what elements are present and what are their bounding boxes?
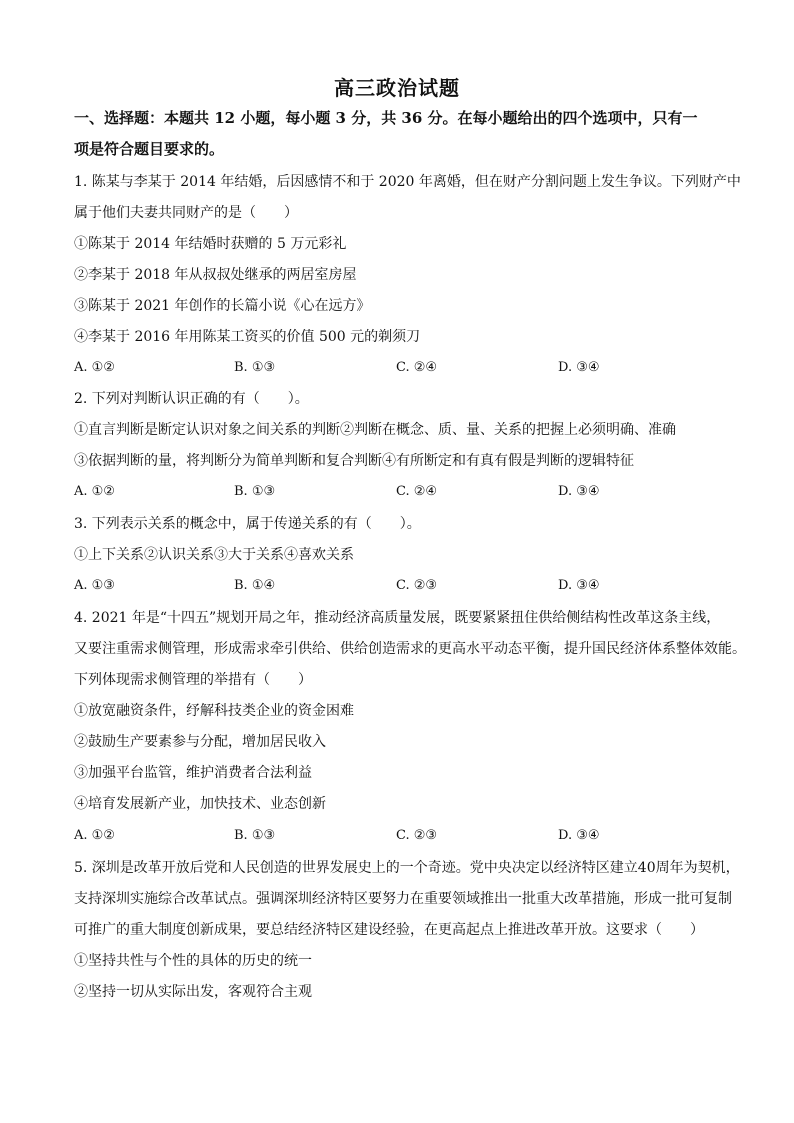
q1-option-a[interactable]: A. ①② [74,360,115,375]
q3-option-d[interactable]: D. ③④ [558,578,600,593]
q4-item-3: ③加强平台监管，维护消费者合法利益 [74,765,312,781]
q1-option-d[interactable]: D. ③④ [558,360,600,375]
q3-option-c[interactable]: C. ②③ [396,578,438,593]
q2-option-b[interactable]: B. ①③ [234,484,276,499]
q4-item-4: ④培育发展新产业，加快技术、业态创新 [74,796,326,812]
q2-option-d[interactable]: D. ③④ [558,484,600,499]
q4-item-1: ①放宽融资条件，纾解科技类企业的资金困难 [74,703,354,719]
q4-option-a[interactable]: A. ①② [74,828,115,843]
q1-item-1: ①陈某于 2014 年结婚时获赠的 5 万元彩礼 [74,236,347,252]
q5-stem-line-1: 5. 深圳是改革开放后党和人民创造的世界发展史上的一个奇迹。党中央决定以经济特区建立40周年为契机， [74,860,740,876]
q2-item-line-1: ①直言判断是断定认识对象之间关系的判断②判断在概念、质、量、关系的把握上必须明确、准确 [74,422,676,438]
q4-stem-line-2: 又要注重需求侧管理，形成需求牵引供给、供给创造需求的更高水平动态平衡，提升国民经济体系整体效能。 [74,641,746,657]
q4-item-2: ②鼓励生产要素参与分配，增加居民收入 [74,734,326,750]
q3-option-a[interactable]: A. ①③ [74,578,115,593]
q1-item-2: ②李某于 2018 年从叔叔处继承的两居室房屋 [74,267,357,283]
q2-option-a[interactable]: A. ①② [74,484,115,499]
q5-item-1: ①坚持共性与个性的具体的历史的统一 [74,953,312,969]
section-heading-line-2: 项是符合题目要求的。 [74,140,225,158]
q5-stem-line-3: 可推广的重大制度创新成果，要总结经济特区建设经验，在更高起点上推进改革开放。这要求（ ） [74,922,704,938]
q1-option-c[interactable]: C. ②④ [396,360,438,375]
section-heading-line-1: 一、选择题：本题共 12 小题，每小题 3 分，共 36 分。在每小题给出的四个选项中，只有一 [74,109,698,127]
q3-item-line-1: ①上下关系②认识关系③大于关系④喜欢关系 [74,547,354,563]
q4-option-d[interactable]: D. ③④ [558,828,600,843]
q2-stem: 2. 下列对判断认识正确的有（ ）。 [74,391,309,407]
q1-item-4: ④李某于 2016 年用陈某工资买的价值 500 元的剃须刀 [74,329,421,345]
q2-item-line-2: ③依据判断的量，将判断分为简单判断和复合判断④有所断定和有真有假是判断的逻辑特征 [74,453,634,469]
q5-stem-line-2: 支持深圳实施综合改革试点。强调深圳经济特区要努力在重要领域推出一批重大改革措施，形成一批可复制 [74,891,732,907]
q1-stem-line-1: 1. 陈某与李某于 2014 年结婚，后因感情不和于 2020 年离婚，但在财产分割问题上发生争议。下列财产中 [74,174,741,190]
q2-option-c[interactable]: C. ②④ [396,484,438,499]
q1-option-b[interactable]: B. ①③ [234,360,276,375]
q5-item-2: ②坚持一切从实际出发，客观符合主观 [74,984,312,1000]
q3-option-b[interactable]: B. ①④ [234,578,276,593]
page-title: 高三政治试题 [334,76,460,100]
q4-stem-line-3: 下列体现需求侧管理的举措有（ ） [74,672,312,688]
q4-option-c[interactable]: C. ②③ [396,828,438,843]
q1-item-3: ③陈某于 2021 年创作的长篇小说《心在远方》 [74,298,371,314]
q3-stem: 3. 下列表示关系的概念中，属于传递关系的有（ ）。 [74,516,421,532]
q4-option-b[interactable]: B. ①③ [234,828,276,843]
q4-stem-line-1: 4. 2021 年是“十四五”规划开局之年，推动经济高质量发展，既要紧紧扭住供给侧结构性改革这条主线， [74,610,721,626]
q1-stem-line-2: 属于他们夫妻共同财产的是（ ） [74,205,298,221]
